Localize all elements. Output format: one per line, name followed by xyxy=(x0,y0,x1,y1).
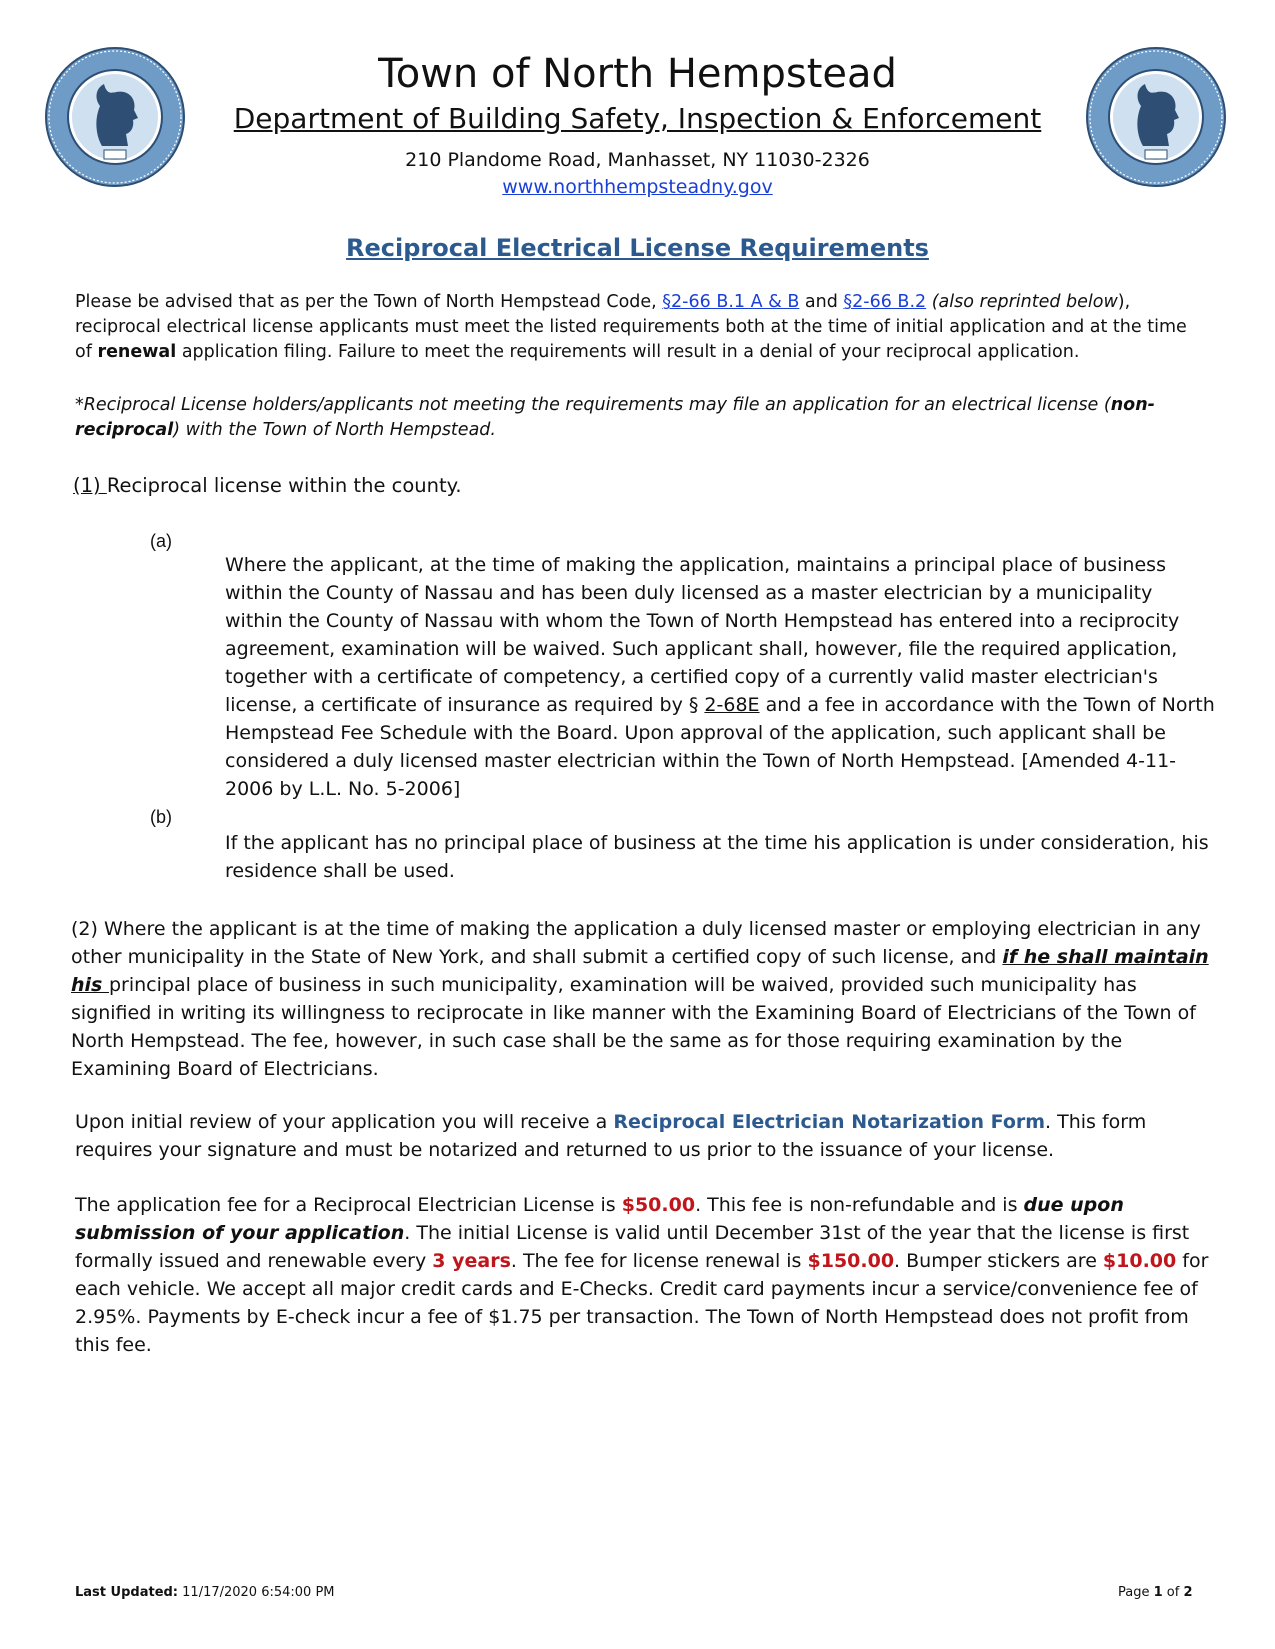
page-number xyxy=(1118,1584,1193,1602)
town-name: Town of North Hempstead xyxy=(378,51,897,97)
application-fee: $50.00 xyxy=(621,1194,696,1216)
subsection-b-text: If the applicant has no principal place of business at the time his application is under consideration, his residence shall be used. xyxy=(225,832,1209,882)
page-prefix: Page xyxy=(1118,1585,1154,1600)
notarization-form-name: Reciprocal Electrician Notarization Form xyxy=(613,1111,1046,1133)
last-updated-value: 11/17/2020 6:54:00 PM xyxy=(178,1585,335,1600)
fee-text: for each vehicle. We accept all major credit cards and E-Checks. Credit card payments incur a service/convenience fee of 2.95%. Payments by E-check incur a fee of $1.75 per transaction. The Town of North Hempstead does not profit from this fee. xyxy=(75,1250,1209,1356)
sticker-fee: $10.00 xyxy=(1102,1250,1177,1272)
page-current: 1 xyxy=(1153,1585,1163,1600)
note-text: *Reciprocal License holders/applicants not meeting the requirements may file an application for an electrical license ( xyxy=(75,395,1111,415)
subsection-b-label: (b) xyxy=(150,807,172,827)
section-text: principal place of business in such municipality, examination will be waived, provided such municipality has signified in writing its willingness to reciprocate in like manner with the Examining Board of Electricians of the Town of North Hempstead. The fee, however, in such case shall be the same as for those requiring examination by the Examining Board of Electricians. xyxy=(71,974,1196,1080)
sub-text: and a fee in accordance with the Town of North Hempstead Fee Schedule with the Board. Upon approval of the application, such applicant shall be considered a duly licensed master electrician within the Town of North Hempstead. [Amended 4-11-2006 by L.L. No. 5-2006] xyxy=(225,694,1215,800)
document-title: Reciprocal Electrical License Requirements xyxy=(346,234,929,262)
section-emphasis: if he shall maintain his xyxy=(71,946,1209,996)
fee-emphasis: due upon submission of your application xyxy=(75,1194,1124,1244)
section-1-heading xyxy=(73,472,462,500)
website-link[interactable]: www.northhempsteadny.gov xyxy=(502,176,773,198)
page-total: 2 xyxy=(1183,1585,1193,1600)
sub-text: Where the applicant, at the time of making the application, maintains a principal place of business within the County of Nassau and has been duly licensed as a master electrician by a municipality within the County of Nassau with whom the Town of North Hempstead has entered into a reciprocity agreement, examination will be waived. Such applicant shall, however, file the required application, together with a certificate of competency, a certified copy of a currently valid master electrician's license, a certificate of insurance as required by § xyxy=(225,554,1180,716)
renewal-term: 3 years xyxy=(432,1250,511,1272)
fee-text: . This fee is non-refundable and is xyxy=(695,1194,1024,1216)
note-bold: non-reciprocal xyxy=(75,395,1155,440)
fee-text: . The initial License is valid until December 31st of the year that the license is first formally issued and renewable every xyxy=(75,1222,1190,1272)
intro-text: ), reciprocal electrical license applicants must meet the listed requirements both at the time of initial application and at the time of xyxy=(75,292,1187,362)
section-text: (2) Where the applicant is at the time of making the application a duly licensed master or employing electrician in any other municipality in the State of New York, and shall submit a certified copy of such license, and xyxy=(71,918,1201,968)
intro-bold: renewal xyxy=(97,342,177,362)
page-mid: of xyxy=(1162,1585,1184,1600)
notar-text: Upon initial review of your application you will receive a xyxy=(75,1111,614,1133)
code-reference: 2-68E xyxy=(704,694,760,716)
intro-text: and xyxy=(799,292,844,312)
fee-text: . The fee for license renewal is xyxy=(510,1250,808,1272)
note-text: ) with the Town of North Hempstead. xyxy=(173,420,496,440)
address: 210 Plandome Road, Manhasset, NY 11030-2326 xyxy=(405,149,870,171)
section-number: (1) xyxy=(73,474,107,497)
section-heading-text: Reciprocal license within the county. xyxy=(106,474,462,497)
fees-paragraph xyxy=(75,1191,1220,1359)
intro-text: Please be advised that as per the Town of North Hempstead Code, xyxy=(75,292,663,312)
renewal-fee: $150.00 xyxy=(807,1250,895,1272)
subsection-a-label: (a) xyxy=(150,531,172,551)
fee-text: . Bumper stickers are xyxy=(894,1250,1103,1272)
code-link-2-66-b1[interactable]: §2-66 B.1 A & B xyxy=(662,292,800,312)
department-name: Department of Building Safety, Inspection & Enforcement xyxy=(233,102,1042,135)
intro-paragraph xyxy=(75,290,1205,365)
non-reciprocal-note xyxy=(75,393,1205,443)
intro-text: application filing. Failure to meet the requirements will result in a denial of your reciprocal application. xyxy=(176,342,1080,362)
notarization-paragraph xyxy=(75,1108,1215,1164)
last-updated xyxy=(75,1584,335,1602)
last-updated-label: Last Updated: xyxy=(75,1585,179,1600)
fee-text: The application fee for a Reciprocal Electrician License is xyxy=(75,1194,622,1216)
code-link-2-66-b2[interactable]: §2-66 B.2 xyxy=(843,292,927,312)
intro-italic: (also reprinted below xyxy=(926,292,1118,312)
section-2-paragraph xyxy=(71,915,1216,1083)
notar-text: . This form requires your signature and must be notarized and returned to us prior to the issuance of your license. xyxy=(75,1111,1147,1161)
subsection-a-text xyxy=(225,551,1215,803)
website xyxy=(0,174,1275,200)
